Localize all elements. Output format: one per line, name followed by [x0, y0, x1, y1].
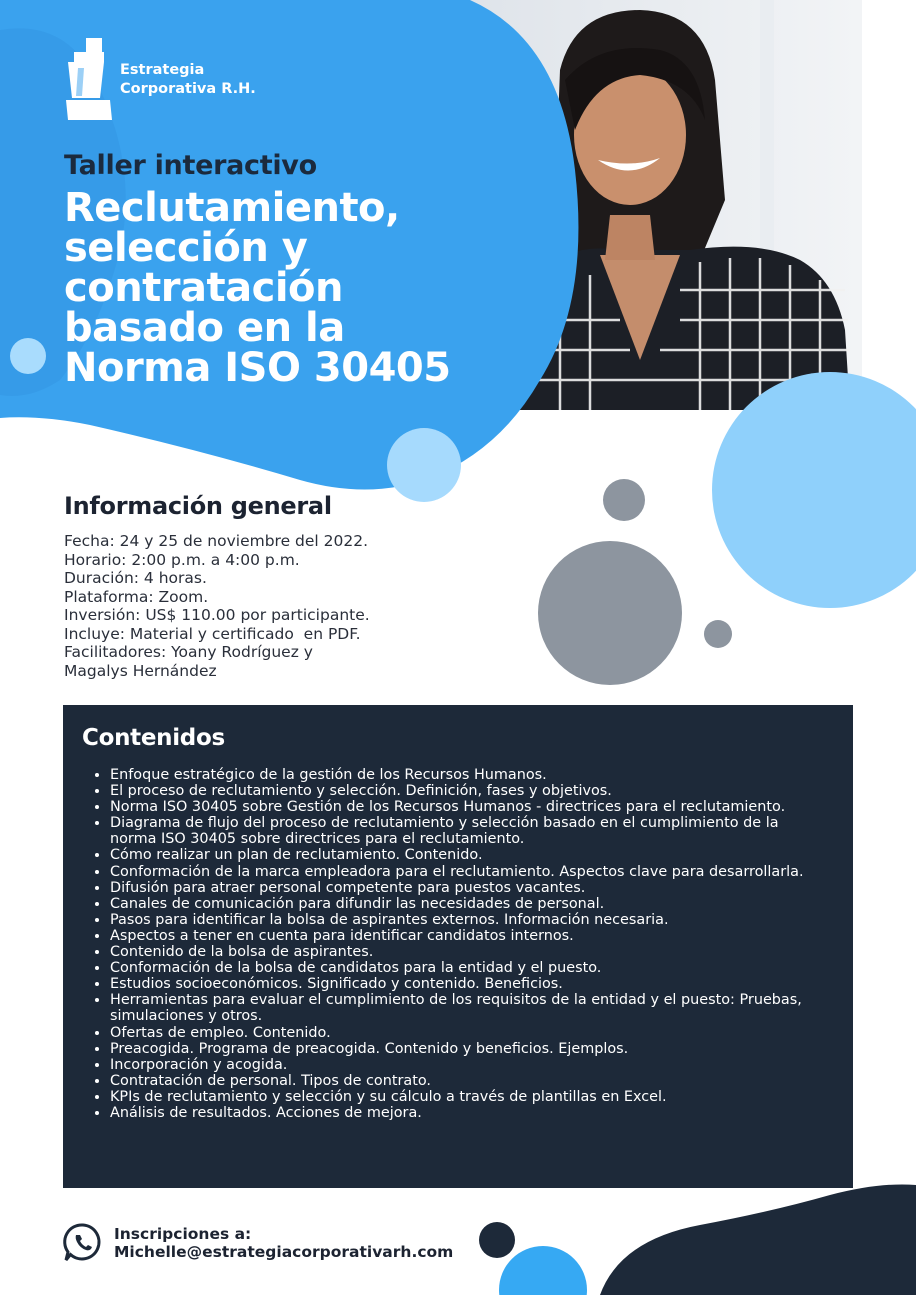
contents-item: • Conformación de la bolsa de candidatos para la entidad y el puesto. [110, 960, 825, 976]
contents-item: • Ofertas de empleo. Contenido. [110, 1025, 825, 1041]
contents-item: • Contenido de la bolsa de aspirantes. [110, 944, 825, 960]
contents-item: • Aspectos a tener en cuenta para identificar candidatos internos. [110, 928, 825, 944]
contents-item: • Cómo realizar un plan de reclutamiento. Contenido. [110, 847, 825, 863]
grey-circle-large [538, 541, 682, 685]
contents-item: • Norma ISO 30405 sobre Gestión de los Recursos Humanos - directrices para el reclutamiento. [110, 799, 825, 815]
brand-logo [66, 38, 256, 122]
hero-title-line: Norma ISO 30405 [64, 345, 451, 391]
footer-navy-dot [479, 1222, 515, 1258]
contents-panel [63, 705, 853, 1188]
contents-item: • Preacogida. Programa de preacogida. Contenido y beneficios. Ejemplos. [110, 1041, 825, 1057]
contents-item: • Estudios socioeconómicos. Significado y contenido. Beneficios. [110, 976, 825, 992]
brand-name-line2: Corporativa R.H. [120, 81, 256, 97]
contents-item: • Análisis de resultados. Acciones de mejora. [110, 1105, 825, 1121]
contents-item: • Herramientas para evaluar el cumplimiento de los requisitos de la entidad y el puesto: Pruebas, simulaciones y otros. [110, 992, 825, 1024]
light-circle-bottom [387, 428, 461, 502]
contents-item: • Enfoque estratégico de la gestión de los Recursos Humanos. [110, 767, 825, 783]
info-line: Inversión: US$ 110.00 por participante. [64, 606, 370, 624]
contents-item: • Conformación de la marca empleadora para el reclutamiento. Aspectos clave para desarrollarla. [110, 864, 825, 880]
contents-item: • El proceso de reclutamiento y selección. Definición, fases y objetivos. [110, 783, 825, 799]
contents-item: • Diagrama de flujo del proceso de reclutamiento y selección basado en el cumplimiento de la norma ISO 30405 sobre directrices para el reclutamiento. [110, 815, 825, 847]
info-line: Magalys Hernández [64, 661, 217, 680]
footer-navy-shape [600, 1184, 916, 1295]
contents-list [110, 767, 825, 1121]
info-list [64, 532, 464, 680]
info-line: Incluye: Material y certificado en PDF. [64, 624, 361, 643]
registration-label: Inscripciones a: [114, 1225, 252, 1243]
info-line: Facilitadores: Yoany Rodríguez y [64, 643, 313, 661]
grey-circle-small [603, 479, 645, 521]
contents-heading: Contenidos [82, 725, 225, 751]
registration-footer [62, 1222, 453, 1264]
contents-item: • Canales de comunicación para difundir las necesidades de personal. [110, 896, 825, 912]
hero-title-line: contratación [64, 265, 343, 311]
info-line: Duración: 4 horas. [64, 569, 207, 587]
small-light-circle [10, 338, 46, 374]
info-line: Plataforma: Zoom. [64, 587, 209, 606]
contents-item: • KPIs de reclutamiento y selección y su cálculo a través de plantillas en Excel. [110, 1089, 825, 1105]
contents-item: • Pasos para identificar la bolsa de aspirantes externos. Información necesaria. [110, 912, 825, 928]
hero-title-line: basado en la [64, 305, 345, 351]
contents-item: • Contratación de personal. Tipos de contrato. [110, 1073, 825, 1089]
contents-item: • Difusión para atraer personal competente para puestos vacantes. [110, 880, 825, 896]
grey-circle-tiny [704, 620, 732, 648]
info-line: Horario: 2:00 p.m. a 4:00 p.m. [64, 550, 300, 569]
footer-blue-circle [499, 1246, 587, 1295]
registration-email[interactable]: Michelle@estrategiacorporativarh.com [114, 1243, 454, 1261]
hero-subtitle: Taller interactivo [64, 150, 317, 181]
brand-name-line1: Estrategia [120, 62, 205, 78]
hero-title [64, 185, 534, 391]
chess-rook-icon [66, 38, 112, 122]
hero-title-line: selección y [64, 225, 308, 271]
info-line: Fecha: 24 y 25 de noviembre del 2022. [64, 532, 369, 550]
contents-item: • Incorporación y acogida. [110, 1057, 825, 1073]
info-heading: Información general [64, 492, 332, 520]
hero-title-line: Reclutamiento, [64, 185, 400, 231]
whatsapp-icon[interactable] [62, 1222, 104, 1264]
